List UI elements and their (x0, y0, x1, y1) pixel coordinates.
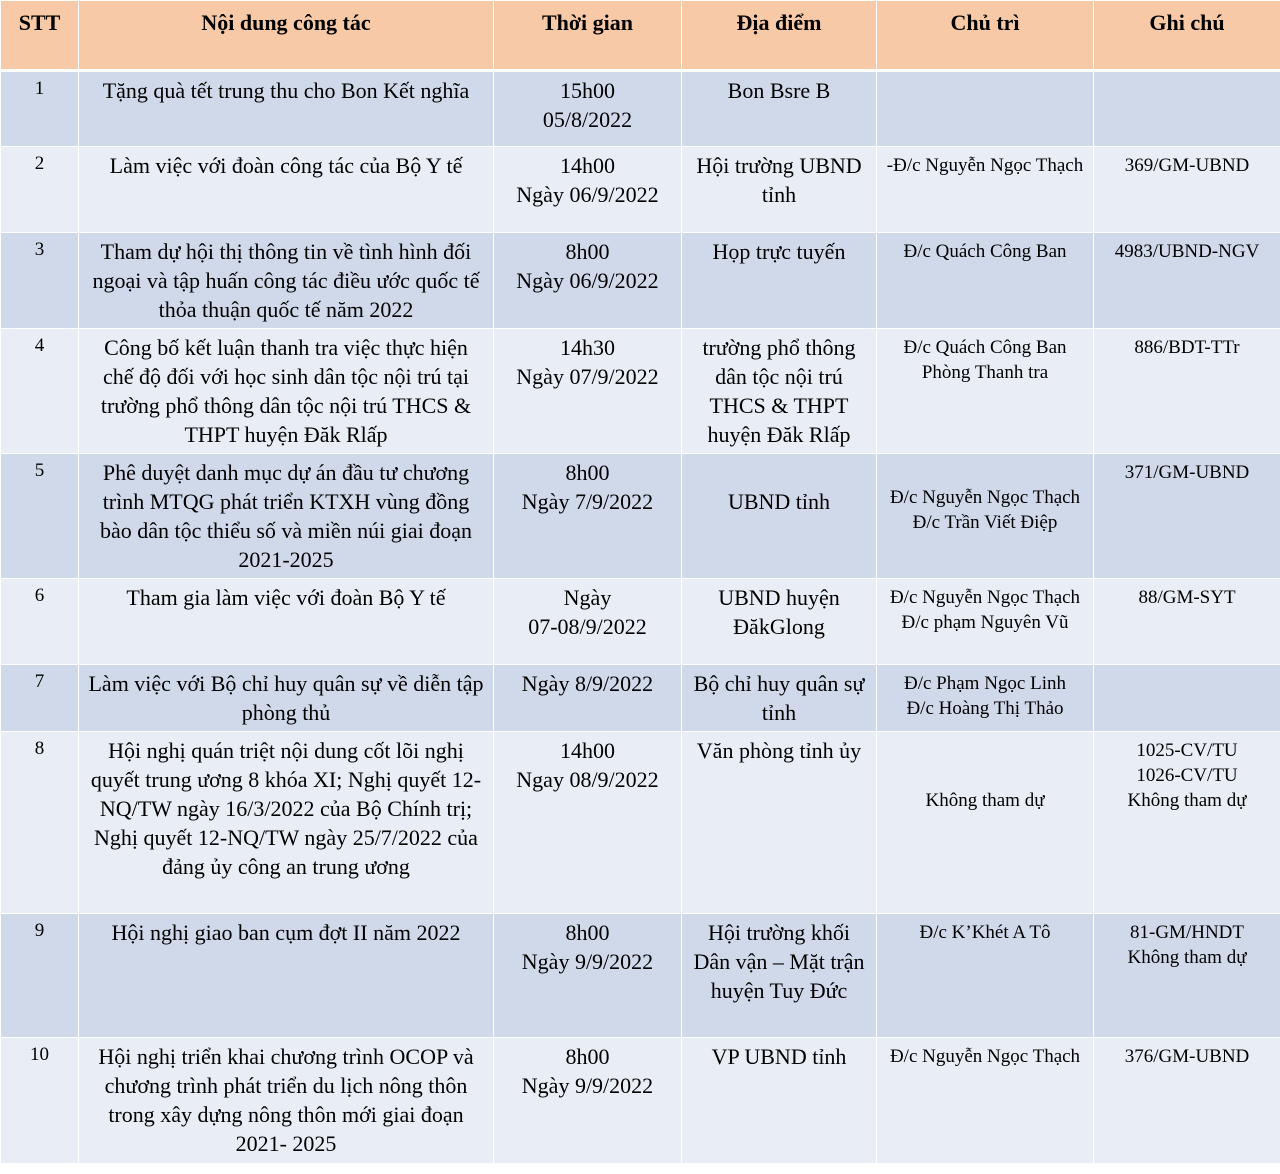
ghi-chu-line: 81-GM/HNDT (1130, 922, 1244, 943)
date-text: Ngay 08/9/2022 (516, 767, 659, 792)
chu-tri-line: Đ/c Trần Viết Điệp (912, 512, 1058, 533)
ghi-chu-line: Không tham dự (1127, 790, 1247, 811)
cell-ghi-chu (1094, 732, 1280, 914)
time-text: 15h00 (560, 78, 615, 103)
cell-thoi-gian (494, 732, 682, 914)
ghi-chu-line: 88/GM-SYT (1138, 587, 1236, 608)
date-text: 07-08/9/2022 (528, 614, 647, 639)
cell-ghi-chu (1094, 665, 1280, 732)
table-row (1, 732, 1280, 914)
dia-diem-text: UBND tỉnh (727, 489, 831, 514)
time-text: 14h30 (560, 335, 615, 360)
table-row (1, 665, 1280, 732)
time-text: 8h00 (565, 920, 610, 945)
cell-noi-dung: Công bố kết luận thanh tra việc thực hiện chế độ đối với học sinh dân tộc nội trú tại trường phổ thông dân tộc nội trú THCS & THPT huyện Đăk Rlấp (79, 329, 494, 454)
time-text: 8h00 (565, 1044, 610, 1069)
time-text: Ngày (563, 585, 612, 610)
chu-tri-line: Đ/c Nguyễn Ngọc Thạch (889, 1046, 1081, 1067)
cell-thoi-gian (494, 454, 682, 579)
cell-noi-dung: Hội nghị triển khai chương trình OCOP và chương trình phát triển du lịch nông thôn trong xây dựng nông thôn mới giai đoạn 2021- 2025 (79, 1038, 494, 1164)
ghi-chu-line: 1025-CV/TU (1136, 740, 1238, 761)
cell-stt: 4 (1, 329, 79, 454)
table-row (1, 233, 1280, 329)
cell-stt: 10 (1, 1038, 79, 1164)
cell-stt: 7 (1, 665, 79, 732)
date-text: Ngày 9/9/2022 (521, 949, 654, 974)
ghi-chu-line: 4983/UBND-NGV (1114, 241, 1260, 262)
time-text: 14h00 (560, 738, 615, 763)
date-text: Ngày 06/9/2022 (516, 182, 659, 207)
cell-stt: 5 (1, 454, 79, 579)
cell-chu-tri (877, 732, 1094, 914)
cell-dia-diem: Hội trường UBND tỉnh (682, 147, 877, 233)
ghi-chu-line: Không tham dự (1127, 947, 1247, 968)
cell-chu-tri (877, 665, 1094, 732)
cell-dia-diem: Bộ chỉ huy quân sự tỉnh (682, 665, 877, 732)
cell-noi-dung: Hội nghị giao ban cụm đợt II năm 2022 (79, 914, 494, 1038)
col-header-ghi-chu: Ghi chú (1094, 1, 1280, 71)
time-text: 14h00 (560, 153, 615, 178)
cell-dia-diem: Văn phòng tỉnh ủy (682, 732, 877, 914)
chu-tri-line: Đ/c Quách Công Ban (903, 337, 1067, 358)
chu-tri-line: Đ/c Phạm Ngọc Linh (903, 673, 1066, 694)
table-row (1, 71, 1280, 147)
cell-dia-diem: UBND huyện ĐăkGlong (682, 579, 877, 665)
header-row (1, 1, 1280, 71)
table-row (1, 147, 1280, 233)
chu-tri-line: Đ/c K’Khét A Tô (919, 922, 1051, 943)
date-text: Ngày 9/9/2022 (521, 1073, 654, 1098)
cell-stt: 9 (1, 914, 79, 1038)
cell-ghi-chu (1094, 71, 1280, 147)
cell-noi-dung: Tham dự hội thị thông tin về tình hình đối ngoại và tập huấn công tác điều ước quốc tế thỏa thuận quốc tế năm 2022 (79, 233, 494, 329)
cell-ghi-chu (1094, 454, 1280, 579)
cell-stt: 2 (1, 147, 79, 233)
table-row (1, 454, 1280, 579)
cell-dia-diem: Hội trường khối Dân vận – Mặt trận huyện Tuy Đức (682, 914, 877, 1038)
time-text: 8h00 (565, 460, 610, 485)
chu-tri-line: Đ/c phạm Nguyên Vũ (901, 612, 1069, 633)
cell-stt: 1 (1, 71, 79, 147)
col-header-dia-diem: Địa điểm (682, 1, 877, 71)
cell-chu-tri (877, 1038, 1094, 1164)
cell-dia-diem (682, 454, 877, 579)
cell-stt: 6 (1, 579, 79, 665)
cell-stt: 8 (1, 732, 79, 914)
cell-ghi-chu (1094, 147, 1280, 233)
cell-dia-diem: Bon Bsre B (682, 71, 877, 147)
cell-chu-tri (877, 914, 1094, 1038)
cell-ghi-chu (1094, 914, 1280, 1038)
cell-chu-tri (877, 71, 1094, 147)
cell-chu-tri (877, 329, 1094, 454)
chu-tri-line: Đ/c Quách Công Ban (903, 241, 1067, 262)
cell-chu-tri (877, 579, 1094, 665)
table-row (1, 914, 1280, 1038)
time-text: 8h00 (565, 239, 610, 264)
col-header-noi-dung: Nội dung công tác (79, 1, 494, 71)
cell-noi-dung: Phê duyệt danh mục dự án đầu tư chương trình MTQG phát triển KTXH vùng đồng bào dân tộc thiểu số và miền núi giai đoạn 2021-2025 (79, 454, 494, 579)
ghi-chu-line: 376/GM-UBND (1124, 1046, 1250, 1067)
cell-ghi-chu (1094, 579, 1280, 665)
cell-stt: 3 (1, 233, 79, 329)
chu-tri-line: Đ/c Nguyễn Ngọc Thạch (889, 487, 1081, 508)
chu-tri-line: Đ/c Nguyễn Ngọc Thạch (889, 587, 1081, 608)
chu-tri-line: Không tham dự (925, 790, 1045, 811)
chu-tri-line: -Đ/c Nguyễn Ngọc Thạch (886, 155, 1084, 176)
cell-ghi-chu (1094, 329, 1280, 454)
cell-noi-dung: Tặng quà tết trung thu cho Bon Kết nghĩa (79, 71, 494, 147)
cell-noi-dung: Làm việc với Bộ chỉ huy quân sự về diễn tập phòng thủ (79, 665, 494, 732)
chu-tri-line: Phòng Thanh tra (921, 362, 1049, 383)
cell-chu-tri (877, 233, 1094, 329)
cell-ghi-chu (1094, 233, 1280, 329)
cell-thoi-gian (494, 233, 682, 329)
table-row (1, 579, 1280, 665)
cell-ghi-chu (1094, 1038, 1280, 1164)
date-text: Ngày 7/9/2022 (521, 489, 654, 514)
table-row (1, 1038, 1280, 1164)
ghi-chu-line: 1026-CV/TU (1136, 765, 1238, 786)
cell-dia-diem: VP UBND tỉnh (682, 1038, 877, 1164)
cell-chu-tri (877, 454, 1094, 579)
col-header-chu-tri: Chủ trì (877, 1, 1094, 71)
cell-noi-dung: Tham gia làm việc với đoàn Bộ Y tế (79, 579, 494, 665)
col-header-stt: STT (1, 1, 79, 71)
col-header-thoi-gian: Thời gian (494, 1, 682, 71)
cell-thoi-gian (494, 71, 682, 147)
cell-thoi-gian (494, 329, 682, 454)
cell-thoi-gian (494, 1038, 682, 1164)
cell-thoi-gian (494, 147, 682, 233)
chu-tri-line: Đ/c Hoàng Thị Thảo (906, 698, 1064, 719)
ghi-chu-line: 371/GM-UBND (1124, 462, 1250, 483)
cell-chu-tri (877, 147, 1094, 233)
cell-thoi-gian (494, 579, 682, 665)
cell-noi-dung: Làm việc với đoàn công tác của Bộ Y tế (79, 147, 494, 233)
cell-noi-dung: Hội nghị quán triệt nội dung cốt lõi nghị quyết trung ương 8 khóa XI; Nghị quyết 12-NQ/TW ngày 16/3/2022 của Bộ Chính trị; Nghị quyết 12-NQ/TW ngày 25/7/2022 của đảng ủy công an trung ương (79, 732, 494, 914)
cell-dia-diem: Họp trực tuyến (682, 233, 877, 329)
ghi-chu-line: 369/GM-UBND (1124, 155, 1250, 176)
cell-dia-diem: trường phổ thông dân tộc nội trú THCS & THPT huyện Đăk Rlấp (682, 329, 877, 454)
date-text: Ngày 07/9/2022 (516, 364, 659, 389)
cell-thoi-gian (494, 665, 682, 732)
date-text: 05/8/2022 (542, 107, 633, 132)
cell-thoi-gian (494, 914, 682, 1038)
time-text: Ngày 8/9/2022 (521, 671, 654, 696)
table-row (1, 329, 1280, 454)
date-text: Ngày 06/9/2022 (516, 268, 659, 293)
ghi-chu-line: 886/BDT-TTr (1134, 337, 1240, 358)
